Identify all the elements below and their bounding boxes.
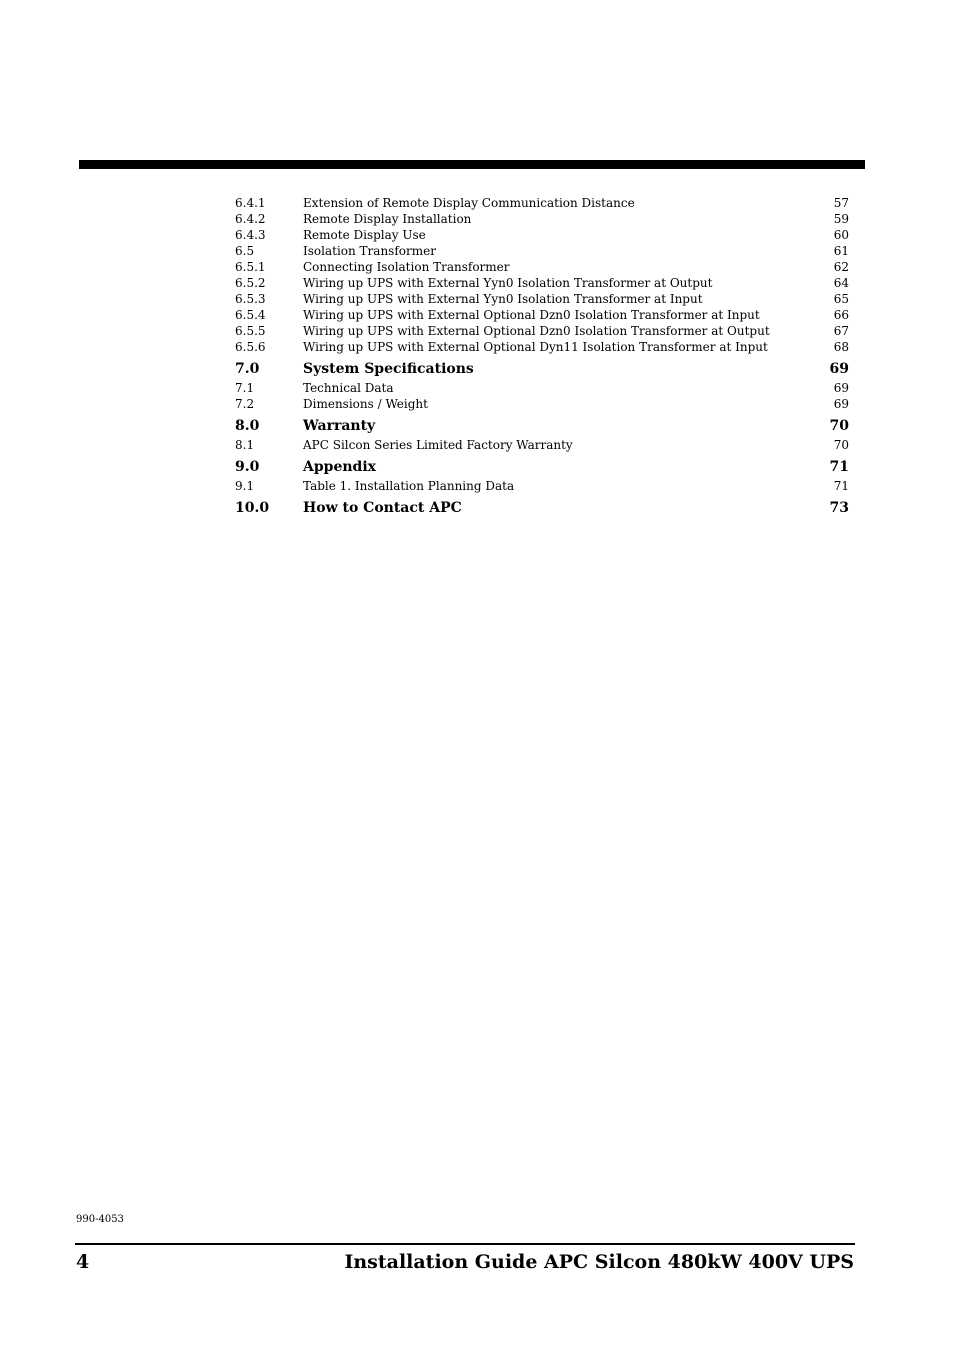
toc-entry-page: 69 <box>833 397 849 411</box>
toc-entry-title: Remote Display Use <box>303 228 426 242</box>
toc-entry-row[interactable] <box>235 380 849 396</box>
toc-entry-number: 6.4.2 <box>235 212 266 226</box>
toc-entry-title: Technical Data <box>303 381 394 395</box>
toc-entry-row[interactable] <box>235 396 849 412</box>
toc-entry-row[interactable] <box>235 339 849 355</box>
toc-entry-title: Table 1. Installation Planning Data <box>303 479 515 493</box>
toc-entry-title: Extension of Remote Display Communication Distance <box>303 196 635 210</box>
footer-rule <box>75 1243 855 1245</box>
toc-entry-row[interactable] <box>235 227 849 243</box>
toc-entry-number: 6.4.1 <box>235 196 266 210</box>
toc-entry-number: 7.1 <box>235 381 255 395</box>
toc-entry-row[interactable] <box>235 275 849 291</box>
toc-entry-title: Wiring up UPS with External Optional Dzn0 Isolation Transformer at Input <box>303 308 760 322</box>
toc-entry-title: Wiring up UPS with External Yyn0 Isolation Transformer at Input <box>303 292 703 306</box>
document-number: 990-4053 <box>76 1214 124 1225</box>
toc-entry-row[interactable] <box>235 291 849 307</box>
toc-entry-number: 7.0 <box>235 361 260 377</box>
toc-entry-number: 6.5.4 <box>235 308 266 322</box>
toc-entry-title: Dimensions / Weight <box>303 397 428 411</box>
toc-entry-row[interactable] <box>235 195 849 211</box>
page-number: 4 <box>76 1251 90 1273</box>
footer-title: Installation Guide APC Silcon 480kW 400V UPS <box>344 1251 854 1273</box>
toc-entry-number: 8.0 <box>235 418 260 434</box>
toc-entry-page: 64 <box>833 276 849 290</box>
toc-entry-title: Appendix <box>303 459 376 475</box>
toc-entry-page: 71 <box>833 479 849 493</box>
toc-entry-number: 9.1 <box>235 479 255 493</box>
toc-entry-page: 66 <box>833 308 849 322</box>
toc-entry-row[interactable] <box>235 323 849 339</box>
toc-entry-number: 10.0 <box>235 500 270 516</box>
toc-entry-number: 8.1 <box>235 438 255 452</box>
header-rule <box>79 160 865 169</box>
toc-entry-title: Isolation Transformer <box>303 244 436 258</box>
toc-entry-title: Connecting Isolation Transformer <box>303 260 510 274</box>
toc-entry-title: Wiring up UPS with External Optional Dyn11 Isolation Transformer at Input <box>303 340 768 354</box>
toc-entry-page: 60 <box>833 228 849 242</box>
toc-entry-row[interactable] <box>235 211 849 227</box>
toc-entry-page: 70 <box>829 418 849 434</box>
toc-entry-row[interactable] <box>235 259 849 275</box>
toc-section-row[interactable] <box>235 415 849 437</box>
toc-entry-page: 67 <box>833 324 849 338</box>
toc-entry-page: 73 <box>829 500 849 516</box>
toc-entry-number: 6.5.2 <box>235 276 266 290</box>
toc-entry-title: Wiring up UPS with External Yyn0 Isolation Transformer at Output <box>303 276 713 290</box>
toc-entry-number: 6.5.3 <box>235 292 266 306</box>
toc-entry-row[interactable] <box>235 243 849 259</box>
toc-section-row[interactable] <box>235 456 849 478</box>
toc-entry-title: Warranty <box>303 418 376 434</box>
toc-entry-number: 9.0 <box>235 459 260 475</box>
toc-entry-page: 57 <box>833 196 849 210</box>
toc-entry-title: Wiring up UPS with External Optional Dzn0 Isolation Transformer at Output <box>303 324 770 338</box>
toc-entry-number: 6.5.6 <box>235 340 266 354</box>
toc-entry-number: 6.5.5 <box>235 324 266 338</box>
toc-entry-title: How to Contact APC <box>303 500 462 516</box>
toc-entry-page: 70 <box>833 438 849 452</box>
toc-entry-page: 62 <box>833 260 849 274</box>
toc-entry-page: 65 <box>833 292 849 306</box>
toc-section-row[interactable] <box>235 497 849 519</box>
toc-section-row[interactable] <box>235 358 849 380</box>
toc-entry-row[interactable] <box>235 478 849 494</box>
toc-entry-page: 69 <box>833 381 849 395</box>
toc-entry-page: 68 <box>833 340 849 354</box>
toc-entry-number: 6.5 <box>235 244 255 258</box>
toc-entry-title: Remote Display Installation <box>303 212 472 226</box>
toc-entry-page: 71 <box>829 459 849 475</box>
table-of-contents <box>235 195 849 519</box>
toc-entry-number: 6.4.3 <box>235 228 266 242</box>
toc-entry-title: System Specifications <box>303 361 474 377</box>
toc-entry-title: APC Silcon Series Limited Factory Warranty <box>303 438 573 452</box>
toc-entry-number: 7.2 <box>235 397 255 411</box>
toc-entry-row[interactable] <box>235 307 849 323</box>
toc-entry-row[interactable] <box>235 437 849 453</box>
toc-entry-page: 59 <box>833 212 849 226</box>
toc-entry-page: 69 <box>829 361 849 377</box>
toc-entry-page: 61 <box>833 244 849 258</box>
toc-entry-number: 6.5.1 <box>235 260 266 274</box>
